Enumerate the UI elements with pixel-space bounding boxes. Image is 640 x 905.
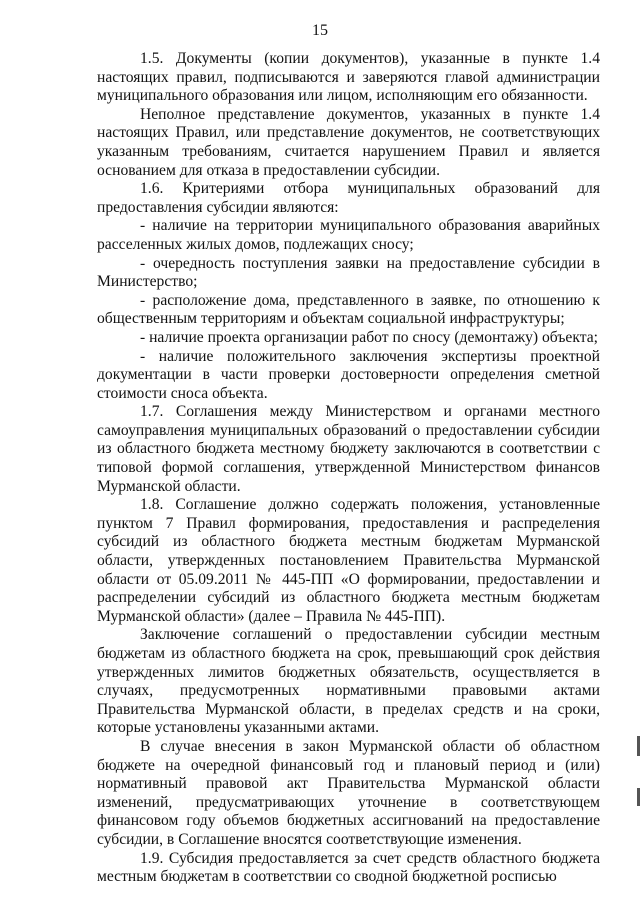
document-body [97, 50, 600, 887]
criteria-item: - очередность поступления заявки на предоставление субсидии в Министерство; [97, 254, 600, 291]
criteria-item: - расположение дома, представленного в заявке, по отношению к общественным территориям и объектам социальной инфраструктуры; [97, 291, 600, 328]
criteria-item: - наличие положительного заключения экспертизы проектной документации в части проверки достоверности определения сметной стоимости сноса объекта. [97, 347, 600, 402]
paragraph-incomplete-documents: Неполное представление документов, указанных в пункте 1.4 настоящих Правил, или представление документов, не соответствующих указанным требованиям, считается нарушением Правил и является основанием для отказа в предоставлении субсидии. [97, 105, 600, 179]
criteria-item: - наличие проекта организации работ по сносу (демонтажу) объекта; [140, 328, 598, 346]
paragraph-1-9: 1.9. Субсидия предоставляется за счет средств областного бюджета местным бюджетам в соответствии со сводной бюджетной росписью [97, 849, 600, 886]
paragraph-1-5: 1.5. Документы (копии документов), указанные в пункте 1.4 настоящих правил, подписываются и заверяются главой администрации муниципального образования или лицом, исполняющим его обязанности. [97, 50, 600, 105]
paragraph-1-8: 1.8. Соглашение должно содержать положения, установленные пунктом 7 Правил формирования, предоставления и распределения субсидий из областного бюджета местным бюджетам Мурманской области, утвержденных постановлением Правительства Мурманской области от 05.09.2011 № 445-ПП «О формировании, предоставлении и распределении субсидий из областного бюджета местным бюджетам Мурманской области» (далее – Правила № 445-ПП). [97, 496, 600, 625]
paragraph-1-6: 1.6. Критериями отбора муниципальных образований для предоставления субсидии являются: [97, 180, 600, 216]
paragraph-1-7: 1.7. Соглашения между Министерством и органами местного самоуправления муниципальных образований о предоставлении субсидии из областного бюджета местному бюджету заключаются в соответствии с типовой формой соглашения, утвержденной Министерством финансов Мурманской области. [97, 403, 600, 495]
paragraph-budget-changes: В случае внесения в закон Мурманской области об областном бюджете на очередной финансовый год и плановый период и (или) нормативный правовой акт Правительства Мурманской области изменений, предусматривающих уточнение в соответствующем финансовом году объемов бюджетных ассигнований на предоставление субсидии, в Соглашение вносятся соответствующие изменения. [97, 737, 600, 848]
page-number: 15 [312, 22, 328, 39]
criteria-item: - наличие на территории муниципального образования аварийных расселенных жилых домов, подлежащих сносу; [97, 217, 600, 253]
paragraph-agreement-term: Заключение соглашений о предоставлении субсидии местным бюджетам из областного бюджета на срок, превышающий срок действия утвержденных лимитов бюджетных обязательств, осуществляется в случаях, предусмотренных нормативными правовыми актами Правительства Мурманской области, в пределах средств и на сроки, которые установлены указанными актами. [97, 626, 600, 737]
